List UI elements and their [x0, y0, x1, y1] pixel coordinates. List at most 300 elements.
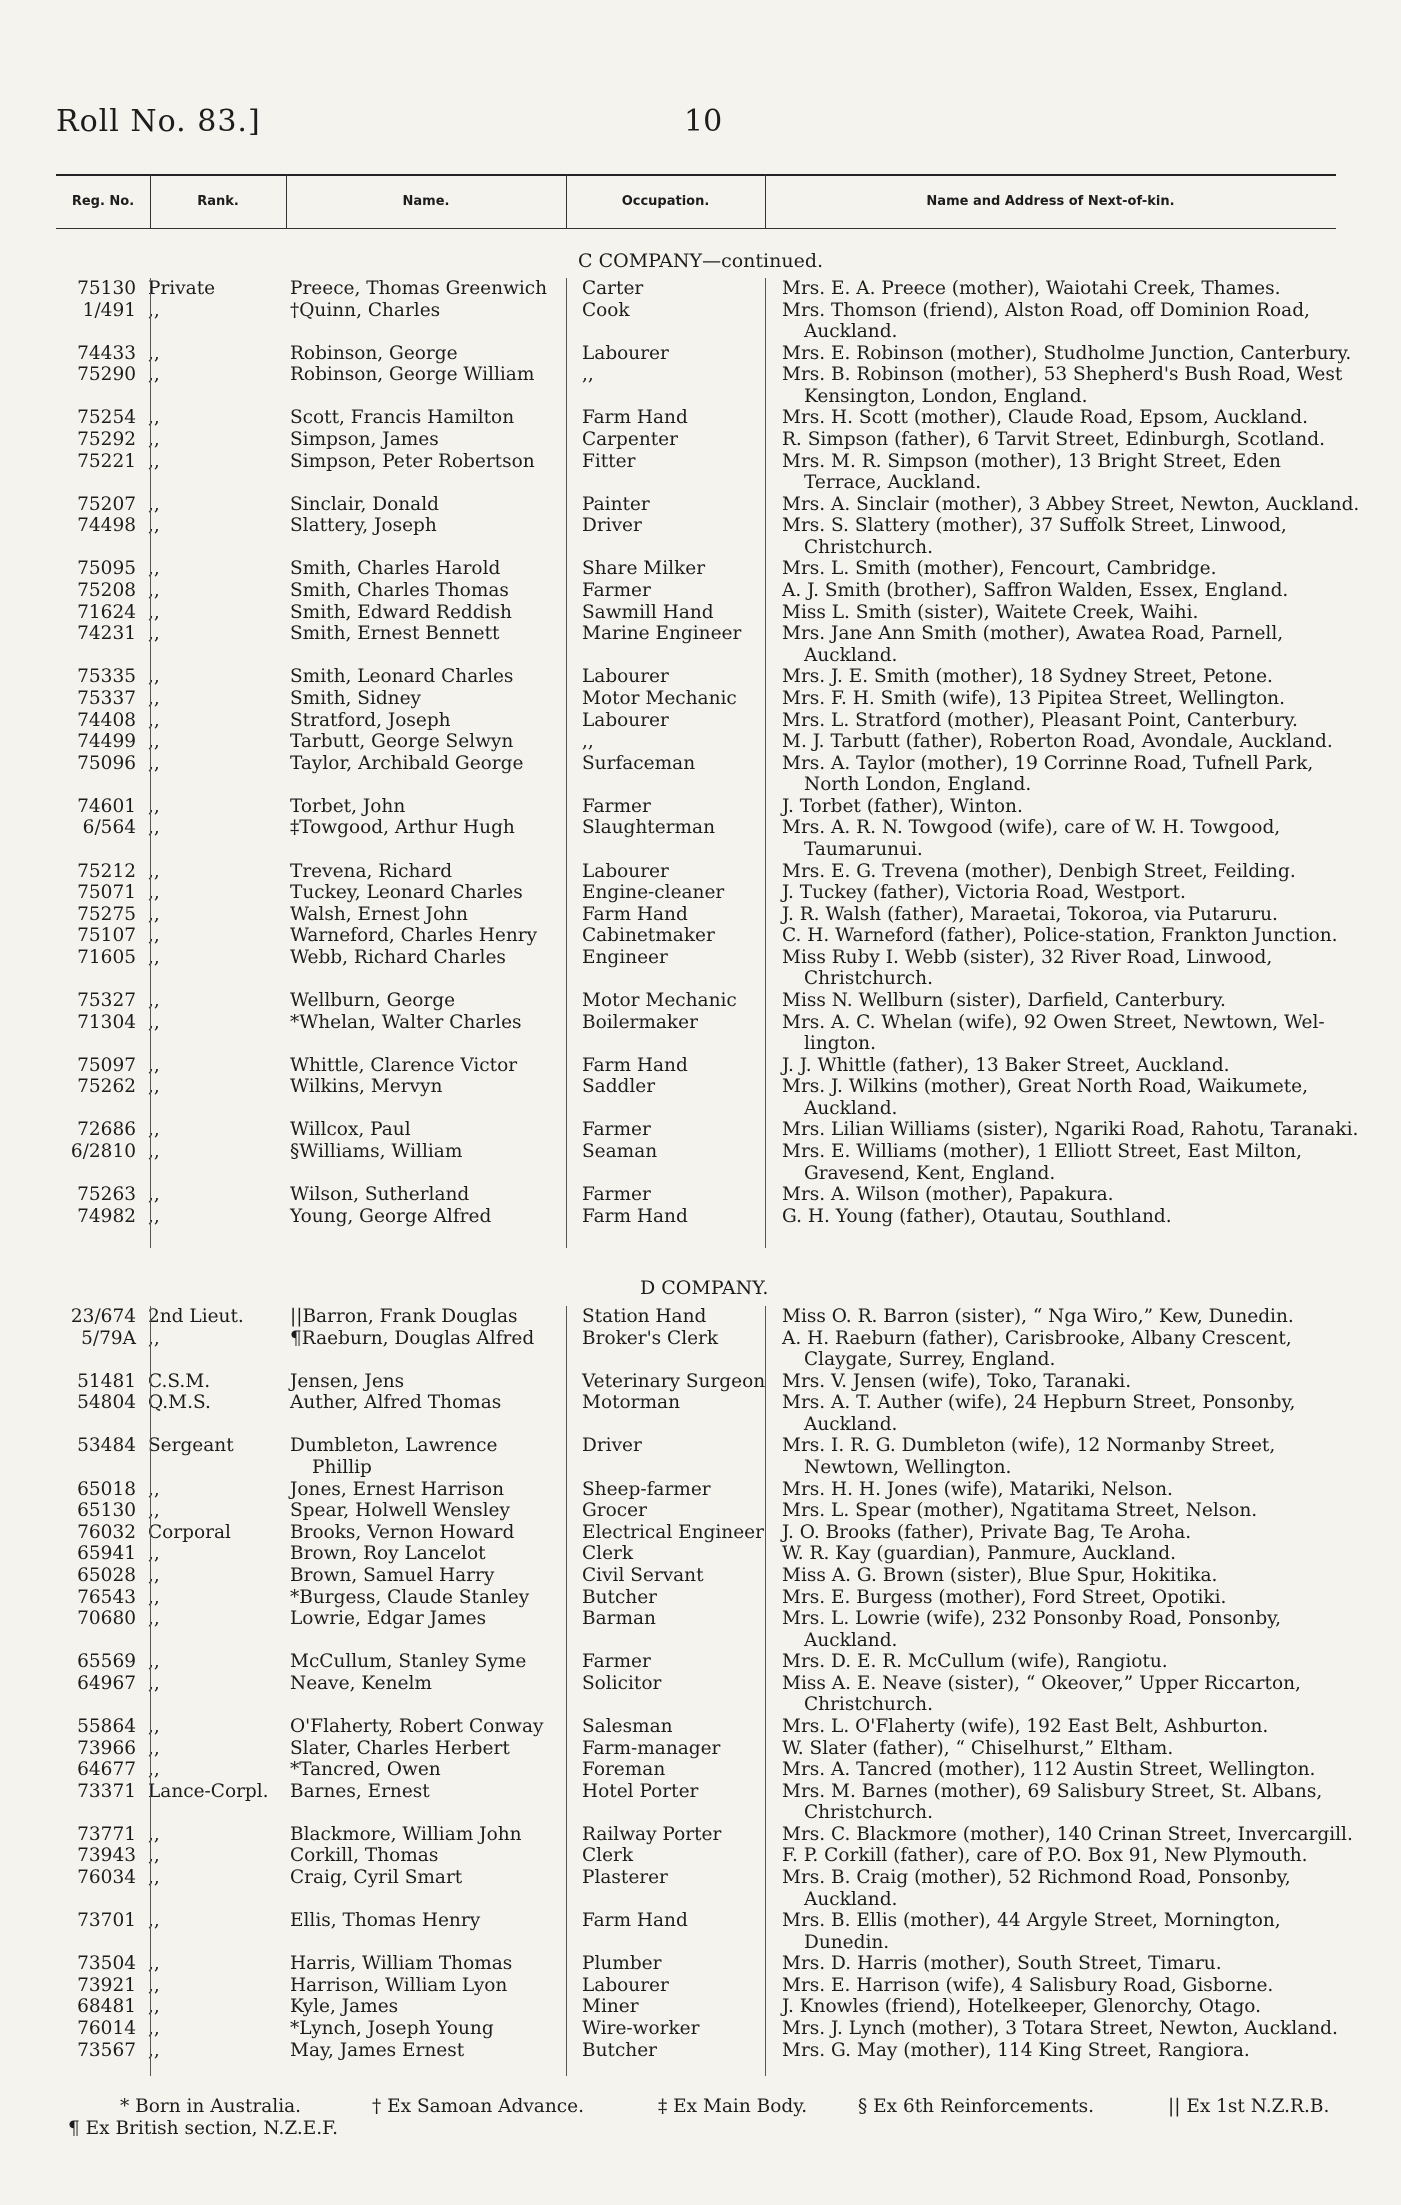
soldier-name	[290, 1500, 578, 1522]
reg-number: 75130	[77, 278, 136, 299]
occupation: Grocer	[582, 1500, 647, 1522]
reg-number: 65028	[77, 1564, 136, 1586]
soldier-name	[290, 947, 578, 969]
rank: ,,	[148, 1845, 160, 1867]
rank: ,,	[148, 1715, 160, 1737]
reg-number: 73371	[77, 1780, 136, 1802]
occupation: Salesman	[582, 1715, 673, 1737]
soldier-name-line: Smith, Edward Reddish	[290, 601, 512, 623]
reg-number: 23/674	[70, 1306, 136, 1327]
reg-number: 64677	[77, 1759, 136, 1781]
reg-number: 75275	[77, 903, 136, 925]
rank: ,,	[148, 1478, 160, 1500]
next-of-kin-continued: Christchurch.	[804, 1694, 933, 1716]
rank: Lance-Corpl.	[148, 1780, 269, 1802]
next-of-kin-continued: Christchurch.	[804, 968, 933, 990]
next-of-kin	[782, 1184, 1357, 1206]
occupation: Clerk	[582, 1543, 634, 1565]
next-of-kin	[782, 753, 1357, 796]
next-of-kin-line: Mrs. G. May (mother), 114 King Street, Rangiora.	[782, 2039, 1250, 2061]
reg-number: 74601	[77, 795, 136, 817]
soldier-name-line: ‡Towgood, Arthur Hugh	[290, 817, 515, 839]
rank: ,,	[148, 795, 160, 817]
next-of-kin	[782, 1206, 1357, 1228]
next-of-kin-line: J. R. Walsh (father), Maraetai, Tokoroa, via Putaruru.	[782, 903, 1278, 925]
next-of-kin	[782, 2040, 1357, 2062]
footnote-born-australia: * Born in Australia.	[120, 2096, 302, 2117]
soldier-name-line: Harris, William Thomas	[290, 1953, 513, 1975]
next-of-kin-line: Mrs. A. T. Auther (wife), 24 Hepburn Street, Ponsonby,	[782, 1392, 1296, 1414]
soldier-name	[290, 1522, 578, 1544]
rank: ,,	[148, 429, 160, 450]
soldier-name	[290, 1184, 578, 1206]
rank: ,,	[148, 601, 160, 623]
soldier-name-line: Slattery, Joseph	[290, 515, 437, 537]
next-of-kin	[782, 1587, 1357, 1609]
next-of-kin	[782, 1651, 1357, 1673]
next-of-kin-line: Mrs. L. Lowrie (wife), 232 Ponsonby Road, Ponsonby,	[782, 1608, 1282, 1630]
occupation: Slaughterman	[582, 817, 716, 839]
soldier-name	[290, 1543, 578, 1565]
rank: ,,	[148, 925, 160, 947]
next-of-kin	[782, 623, 1357, 666]
occupation: Driver	[582, 515, 642, 537]
soldier-name	[290, 429, 578, 451]
next-of-kin	[782, 1673, 1357, 1716]
reg-number: 73966	[77, 1737, 136, 1759]
soldier-name-line: Scott, Francis Hamilton	[290, 407, 515, 429]
soldier-name	[290, 990, 578, 1012]
reg-number: 76034	[77, 1867, 136, 1888]
next-of-kin-line: A. H. Raeburn (father), Carisbrooke, Albany Crescent,	[782, 1327, 1292, 1349]
next-of-kin-line: Miss L. Smith (sister), Waitete Creek, Waihi.	[782, 601, 1199, 623]
next-of-kin-line: Mrs. Thomson (friend), Alston Road, off Dominion Road,	[782, 299, 1310, 321]
reg-number: 74982	[77, 1205, 136, 1227]
reg-number: 73504	[77, 1953, 136, 1975]
next-of-kin	[782, 904, 1357, 926]
rank: ,,	[148, 1867, 160, 1888]
soldier-name-line: Stratford, Joseph	[290, 709, 451, 731]
next-of-kin	[782, 1781, 1357, 1824]
soldier-name-line: Smith, Charles Harold	[290, 558, 501, 580]
reg-number: 74498	[77, 515, 136, 537]
soldier-name	[290, 1392, 578, 1414]
next-of-kin	[782, 1759, 1357, 1781]
next-of-kin	[782, 1543, 1357, 1565]
reg-number: 75254	[77, 407, 136, 429]
occupation: Solicitor	[582, 1672, 662, 1694]
next-of-kin-line: Miss Ruby I. Webb (sister), 32 River Road, Linwood,	[782, 946, 1273, 968]
soldier-name-line: Wilson, Sutherland	[290, 1184, 470, 1206]
rank: Q.M.S.	[148, 1392, 211, 1414]
rank: ,,	[148, 1119, 160, 1141]
rank: ,,	[148, 882, 160, 904]
occupation: Station Hand	[582, 1306, 707, 1327]
soldier-name	[290, 1910, 578, 1932]
reg-number: 65569	[77, 1651, 136, 1673]
next-of-kin	[782, 1435, 1357, 1478]
occupation: Railway Porter	[582, 1823, 722, 1845]
occupation: Engineer	[582, 946, 668, 968]
occupation: Farm-manager	[582, 1737, 721, 1759]
rank: ,,	[148, 1327, 160, 1349]
reg-number: 75212	[77, 860, 136, 882]
next-of-kin	[782, 1392, 1357, 1435]
next-of-kin	[782, 1012, 1357, 1055]
rank: ,,	[148, 2018, 160, 2039]
soldier-name	[290, 1206, 578, 1228]
next-of-kin	[782, 1845, 1357, 1867]
soldier-name	[290, 666, 578, 688]
header-rule-bottom	[56, 228, 1336, 229]
soldier-name	[290, 1328, 578, 1350]
reg-number: 74231	[77, 623, 136, 645]
soldier-name	[290, 1608, 578, 1630]
soldier-name-line: Blackmore, William John	[290, 1823, 522, 1845]
occupation: Motor Mechanic	[582, 990, 737, 1011]
soldier-name-line: Simpson, James	[290, 429, 439, 450]
next-of-kin-continued: Dunedin.	[804, 1931, 890, 1953]
soldier-name	[290, 623, 578, 645]
occupation: Seaman	[582, 1141, 658, 1162]
soldier-name	[290, 1651, 578, 1673]
soldier-name-line: Brown, Roy Lancelot	[290, 1543, 486, 1565]
soldier-name-line: Simpson, Peter Robertson	[290, 450, 535, 472]
soldier-name	[290, 1759, 578, 1781]
next-of-kin	[782, 493, 1360, 516]
reg-number: 75262	[77, 1076, 136, 1098]
rank: ,,	[148, 1759, 160, 1781]
reg-number: 51481	[77, 1370, 136, 1392]
next-of-kin-line: Mrs. E. G. Trevena (mother), Denbigh Street, Feilding.	[782, 860, 1296, 882]
soldier-name	[290, 925, 578, 947]
soldier-name-line: Whittle, Clarence Victor	[290, 1054, 518, 1076]
reg-number: 71304	[77, 1011, 136, 1033]
next-of-kin-line: Mrs. L. Stratford (mother), Pleasant Point, Canterbury.	[782, 709, 1298, 731]
occupation: Foreman	[582, 1759, 666, 1781]
rank: ,,	[148, 709, 160, 731]
soldier-name-line: *Lynch, Joseph Young	[290, 2018, 494, 2039]
soldier-name-line: ||Barron, Frank Douglas	[290, 1306, 518, 1327]
rank: Sergeant	[148, 1435, 234, 1457]
next-of-kin-line: J. Knowles (friend), Hotelkeeper, Glenorchy, Otago.	[782, 1996, 1261, 2018]
next-of-kin	[782, 2018, 1357, 2040]
soldier-name	[290, 364, 578, 386]
next-of-kin-continued: Newtown, Wellington.	[804, 1456, 1012, 1478]
next-of-kin-line: Mrs. M. Barnes (mother), 69 Salisbury Street, St. Albans,	[782, 1780, 1323, 1802]
column-header-name: Name.	[402, 194, 450, 209]
reg-number: 5/79A	[81, 1327, 136, 1349]
next-of-kin	[782, 990, 1357, 1012]
rank: ,,	[148, 1651, 160, 1673]
next-of-kin	[782, 343, 1357, 365]
reg-number: 75335	[77, 666, 136, 688]
reg-number: 75327	[77, 990, 136, 1011]
occupation: Veterinary Surgeon	[582, 1370, 766, 1392]
reg-number: 75096	[77, 752, 136, 774]
soldier-name-line: †Quinn, Charles	[290, 299, 441, 321]
reg-number: 54804	[77, 1392, 136, 1414]
reg-number: 75095	[77, 558, 136, 580]
rank: Private	[148, 278, 216, 299]
next-of-kin-line: Mrs. A. R. N. Towgood (wife), care of W. H. Towgood,	[782, 817, 1281, 839]
occupation: Sawmill Hand	[582, 601, 714, 623]
next-of-kin-line: Mrs. I. R. G. Dumbleton (wife), 12 Normanby Street,	[782, 1435, 1276, 1457]
soldier-name	[290, 300, 578, 322]
next-of-kin-line: M. J. Tarbutt (father), Roberton Road, Avondale, Auckland.	[782, 731, 1333, 753]
rank: ,,	[148, 1054, 160, 1076]
next-of-kin-line: W. R. Kay (guardian), Panmure, Auckland.	[782, 1543, 1176, 1565]
next-of-kin-line: Mrs. L. Spear (mother), Ngatitama Street, Nelson.	[782, 1500, 1258, 1522]
rank: ,,	[148, 450, 160, 472]
soldier-name-line: Preece, Thomas Greenwich	[290, 278, 548, 299]
soldier-name	[290, 1306, 578, 1328]
soldier-name	[290, 580, 578, 602]
soldier-name-line: Jones, Ernest Harrison	[290, 1478, 505, 1500]
occupation: Saddler	[582, 1076, 656, 1098]
header-rule-top	[56, 174, 1336, 176]
soldier-name-line: *Tancred, Owen	[290, 1759, 441, 1781]
soldier-name-continued: Phillip	[312, 1456, 372, 1478]
next-of-kin	[782, 515, 1357, 558]
next-of-kin-line: Mrs. H. Scott (mother), Claude Road, Epsom, Auckland.	[782, 407, 1308, 429]
soldier-name-line: Jensen, Jens	[290, 1370, 405, 1392]
reg-number: 73921	[77, 1974, 136, 1996]
next-of-kin	[782, 1996, 1357, 2018]
column-rule	[150, 1306, 151, 2076]
soldier-name-line: Dumbleton, Lawrence	[290, 1435, 498, 1457]
reg-number: 75207	[77, 493, 136, 515]
occupation: Labourer	[582, 709, 669, 731]
occupation: Farm Hand	[582, 1910, 688, 1932]
next-of-kin	[782, 1119, 1357, 1141]
next-of-kin	[782, 731, 1357, 753]
page-number: 10	[684, 104, 723, 139]
next-of-kin-continued: Kensington, London, England.	[804, 385, 1088, 407]
occupation: Miner	[582, 1996, 639, 2018]
occupation: Clerk	[582, 1845, 634, 1867]
next-of-kin	[782, 364, 1357, 407]
soldier-name-line: Lowrie, Edgar James	[290, 1608, 487, 1630]
rank: ,,	[148, 2039, 160, 2061]
footnote-british: ¶ Ex British section, N.Z.E.F.	[68, 2118, 338, 2139]
next-of-kin-line: Mrs. L. O'Flaherty (wife), 192 East Belt, Ashburton.	[782, 1715, 1269, 1737]
next-of-kin-line: Mrs. E. Harrison (wife), 4 Salisbury Road, Gisborne.	[782, 1974, 1274, 1996]
next-of-kin-line: Mrs. V. Jensen (wife), Toko, Taranaki.	[782, 1370, 1132, 1392]
next-of-kin	[782, 1076, 1357, 1119]
soldier-name	[290, 1781, 578, 1803]
occupation: Farm Hand	[582, 1054, 688, 1076]
occupation: Butcher	[582, 1586, 658, 1608]
soldier-name	[290, 1055, 578, 1077]
reg-number: 6/564	[82, 817, 136, 839]
soldier-name-line: Trevena, Richard	[290, 860, 453, 882]
next-of-kin	[782, 882, 1357, 904]
next-of-kin-continued: Auckland.	[804, 1888, 898, 1910]
soldier-name-line: Smith, Charles Thomas	[290, 580, 509, 601]
soldier-name	[290, 817, 578, 839]
rank: ,,	[148, 1953, 160, 1975]
next-of-kin-line: Mrs. J. E. Smith (mother), 18 Sydney Street, Petone.	[782, 666, 1273, 688]
reg-number: 73567	[77, 2039, 136, 2061]
soldier-name	[290, 1716, 578, 1738]
next-of-kin-continued: Gravesend, Kent, England.	[804, 1162, 1056, 1184]
soldier-name	[290, 1824, 578, 1846]
next-of-kin-line: Mrs. B. Craig (mother), 52 Richmond Road, Ponsonby,	[782, 1867, 1291, 1888]
rank: Corporal	[148, 1521, 231, 1543]
reg-number: 75337	[77, 687, 136, 709]
next-of-kin-line: Mrs. M. R. Simpson (mother), 13 Bright Street, Eden	[782, 450, 1281, 472]
soldier-name	[290, 688, 578, 710]
occupation: Wire-worker	[582, 2018, 700, 2039]
soldier-name	[290, 1371, 578, 1393]
next-of-kin-continued: Christchurch.	[804, 536, 933, 558]
occupation: Marine Engineer	[582, 623, 742, 645]
reg-number: 71605	[77, 946, 136, 968]
column-header-reg: Reg. No.	[71, 194, 135, 209]
next-of-kin-line: Mrs. S. Slattery (mother), 37 Suffolk Street, Linwood,	[782, 515, 1287, 537]
next-of-kin-line: Mrs. J. Lynch (mother), 3 Totara Street, Newton, Auckland.	[782, 2018, 1338, 2039]
occupation: Electrical Engineer	[582, 1521, 764, 1543]
soldier-name-line: Tuckey, Leonard Charles	[290, 882, 523, 904]
soldier-name-line: Torbet, John	[290, 795, 406, 817]
soldier-name-line: Smith, Sidney	[290, 687, 421, 709]
occupation: Farmer	[582, 1184, 651, 1206]
soldier-name	[290, 1076, 578, 1098]
reg-number: 71624	[77, 601, 136, 623]
soldier-name-line: Spear, Holwell Wensley	[290, 1500, 510, 1522]
next-of-kin-line: Mrs. H. H. Jones (wife), Matariki, Nelson.	[782, 1478, 1173, 1500]
occupation: Barman	[582, 1608, 656, 1630]
rank: 2nd Lieut.	[148, 1306, 244, 1327]
next-of-kin-line: Mrs. Jane Ann Smith (mother), Awatea Road, Parnell,	[782, 623, 1284, 645]
next-of-kin-line: R. Simpson (father), 6 Tarvit Street, Edinburgh, Scotland.	[782, 429, 1325, 450]
reg-number: 70680	[77, 1608, 136, 1630]
next-of-kin-line: Mrs. L. Smith (mother), Fencourt, Cambridge.	[782, 558, 1217, 580]
occupation: Motor Mechanic	[582, 687, 737, 709]
next-of-kin-line: Mrs. C. Blackmore (mother), 140 Crinan Street, Invercargill.	[782, 1823, 1353, 1845]
next-of-kin-continued: Auckland.	[804, 321, 898, 343]
soldier-name-line: McCullum, Stanley Syme	[290, 1651, 527, 1673]
soldier-name-line: O'Flaherty, Robert Conway	[290, 1715, 544, 1737]
next-of-kin-line: F. P. Corkill (father), care of P.O. Box 91, New Plymouth.	[782, 1845, 1308, 1867]
soldier-name	[290, 1845, 578, 1867]
next-of-kin-line: Mrs. E. Williams (mother), 1 Elliott Street, East Milton,	[782, 1141, 1302, 1162]
next-of-kin-continued: lington.	[804, 1033, 876, 1055]
reg-number: 75263	[77, 1184, 136, 1206]
soldier-name-line: Robinson, George William	[290, 364, 535, 386]
rank: ,,	[148, 407, 160, 429]
reg-number: 76543	[77, 1586, 136, 1608]
next-of-kin	[782, 602, 1357, 624]
soldier-name	[290, 753, 578, 775]
column-rule	[566, 1306, 567, 2076]
next-of-kin	[782, 1738, 1357, 1760]
next-of-kin-line: A. J. Smith (brother), Saffron Walden, Essex, England.	[782, 580, 1289, 601]
soldier-name-line: Sinclair, Donald	[290, 493, 439, 515]
next-of-kin-line: Mrs. B. Ellis (mother), 44 Argyle Street, Mornington,	[782, 1910, 1281, 1932]
soldier-name	[290, 1012, 578, 1034]
soldier-name-line: §Williams, William	[290, 1141, 463, 1162]
occupation: Surfaceman	[582, 752, 696, 774]
soldier-name	[290, 1738, 578, 1760]
reg-number: 73701	[77, 1910, 136, 1932]
soldier-name-line: Young, George Alfred	[290, 1205, 492, 1227]
soldier-name	[290, 1119, 578, 1141]
rank: ,,	[148, 1672, 160, 1694]
soldier-name	[290, 710, 578, 732]
next-of-kin-line: Mrs. A. Taylor (mother), 19 Corrinne Road, Tufnell Park,	[782, 752, 1314, 774]
soldier-name	[290, 494, 578, 516]
next-of-kin-line: W. Slater (father), “ Chiselhurst,” Eltham.	[782, 1737, 1174, 1759]
occupation: Farmer	[582, 1651, 651, 1673]
occupation: Motorman	[582, 1392, 680, 1414]
reg-number: 73943	[77, 1845, 136, 1867]
next-of-kin-continued: Claygate, Surrey, England.	[804, 1349, 1056, 1371]
occupation: Farm Hand	[582, 1205, 688, 1227]
next-of-kin	[782, 451, 1357, 494]
rank: ,,	[148, 580, 160, 601]
next-of-kin	[782, 1055, 1357, 1077]
column-rule	[566, 278, 567, 1248]
soldier-name-line: Brown, Samuel Harry	[290, 1564, 495, 1586]
next-of-kin-continued: Terrace, Auckland.	[804, 472, 982, 494]
rank: ,,	[148, 1586, 160, 1608]
column-rule	[150, 278, 151, 1248]
next-of-kin	[782, 300, 1357, 343]
rank: ,,	[148, 946, 160, 968]
next-of-kin-continued: Auckland.	[804, 1629, 898, 1651]
occupation: Civil Servant	[582, 1564, 704, 1586]
soldier-name-line: Smith, Ernest Bennett	[290, 623, 500, 645]
rank: ,,	[148, 1205, 160, 1227]
occupation: Broker's Clerk	[582, 1327, 719, 1349]
next-of-kin-continued: Taumarunui.	[804, 838, 923, 860]
reg-number: 68481	[77, 1996, 136, 2018]
next-of-kin	[782, 1716, 1357, 1738]
next-of-kin	[782, 710, 1357, 732]
column-header-next-of-kin: Name and Address of Next-of-kin.	[926, 194, 1175, 209]
next-of-kin	[782, 1910, 1357, 1953]
next-of-kin	[782, 429, 1357, 451]
next-of-kin	[782, 796, 1357, 818]
occupation: Labourer	[582, 860, 669, 882]
next-of-kin-line: J. Torbet (father), Winton.	[782, 795, 1023, 817]
occupation: Driver	[582, 1435, 642, 1457]
reg-number: 75208	[77, 580, 136, 601]
next-of-kin	[782, 666, 1357, 688]
rank: ,,	[148, 1823, 160, 1845]
reg-number: 53484	[77, 1435, 136, 1457]
reg-number: 76014	[77, 2018, 136, 2039]
rank: ,,	[148, 623, 160, 645]
next-of-kin-line: Mrs. Lilian Williams (sister), Ngariki Road, Rahotu, Taranaki.	[782, 1119, 1359, 1141]
soldier-name	[290, 1867, 578, 1889]
next-of-kin-line: Miss A. E. Neave (sister), “ Okeover,” Upper Riccarton,	[782, 1672, 1301, 1694]
soldier-name	[290, 602, 578, 624]
soldier-name-line: Slater, Charles Herbert	[290, 1737, 510, 1759]
next-of-kin-line: Mrs. A. C. Whelan (wife), 92 Owen Street, Newtown, Wel-	[782, 1011, 1325, 1033]
soldier-name-line: Wilkins, Mervyn	[290, 1076, 443, 1098]
next-of-kin	[782, 1522, 1357, 1544]
next-of-kin	[782, 1975, 1357, 1997]
section-title-c-company: C COMPANY—continued.	[578, 250, 824, 272]
occupation: Sheep-farmer	[582, 1478, 711, 1500]
rank: ,,	[148, 666, 160, 688]
next-of-kin-line: Miss A. G. Brown (sister), Blue Spur, Hokitika.	[782, 1564, 1218, 1586]
next-of-kin	[782, 1565, 1357, 1587]
next-of-kin-continued: Auckland.	[804, 1097, 898, 1119]
